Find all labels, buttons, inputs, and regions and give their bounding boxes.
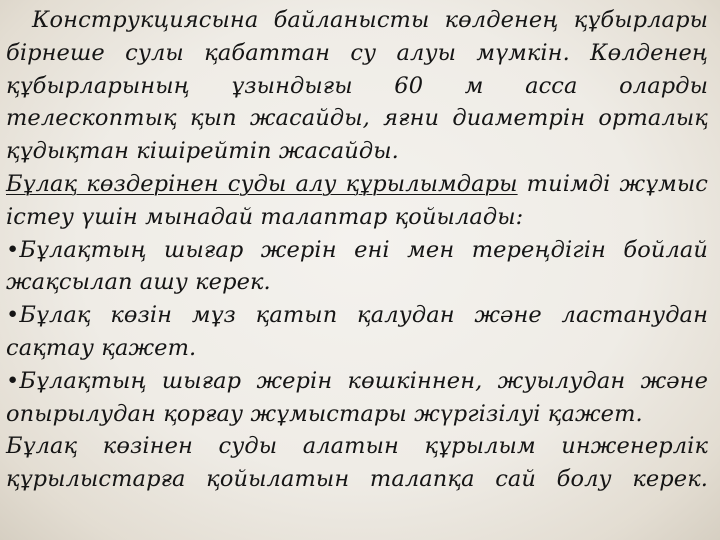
bullet-item-1: •Бұлақтың шығар жерін ені мен тереңдігін бойлай жақсылап ашу керек. bbox=[6, 236, 708, 296]
paragraph-conclusion: Бұлақ көзінен суды алатын құрылым инженерлік құрылыстарға қойылатын талапқа сай болу керек. bbox=[6, 433, 708, 493]
bullet-item-2-text: •Бұлақ көзін мұз қатып қалудан және ластанудан сақтау қажет. bbox=[6, 302, 708, 361]
body-text bbox=[6, 4, 708, 496]
underlined-heading-phrase: Бұлақ көздерінен суды алу құрылымдары bbox=[6, 170, 518, 197]
slide bbox=[6, 4, 708, 536]
paragraph-spring-requirements-intro bbox=[6, 168, 708, 234]
bullet-item-3: •Бұлақтың шығар жерін көшкіннен, жуылудан және опырылудан қорғау жұмыстары жүргізілуі қажет. bbox=[6, 367, 708, 427]
bullet-item-2 bbox=[6, 299, 708, 365]
intro-rest-text: тиімді жұмыс істеу үшін мынадай талаптар қойылады: bbox=[6, 170, 708, 230]
paragraph-horizontal-pipes: Конструкциясына байланысты көлденең құбырлары бірнеше сулы қабаттан су алуы мүмкін. Көлденең құбырларының ұзындығы 60 м асса оларды телескоптық қып жасайды, яғни диаметрін орталық құдықтан кішірейтіп жасайды. bbox=[6, 7, 708, 165]
